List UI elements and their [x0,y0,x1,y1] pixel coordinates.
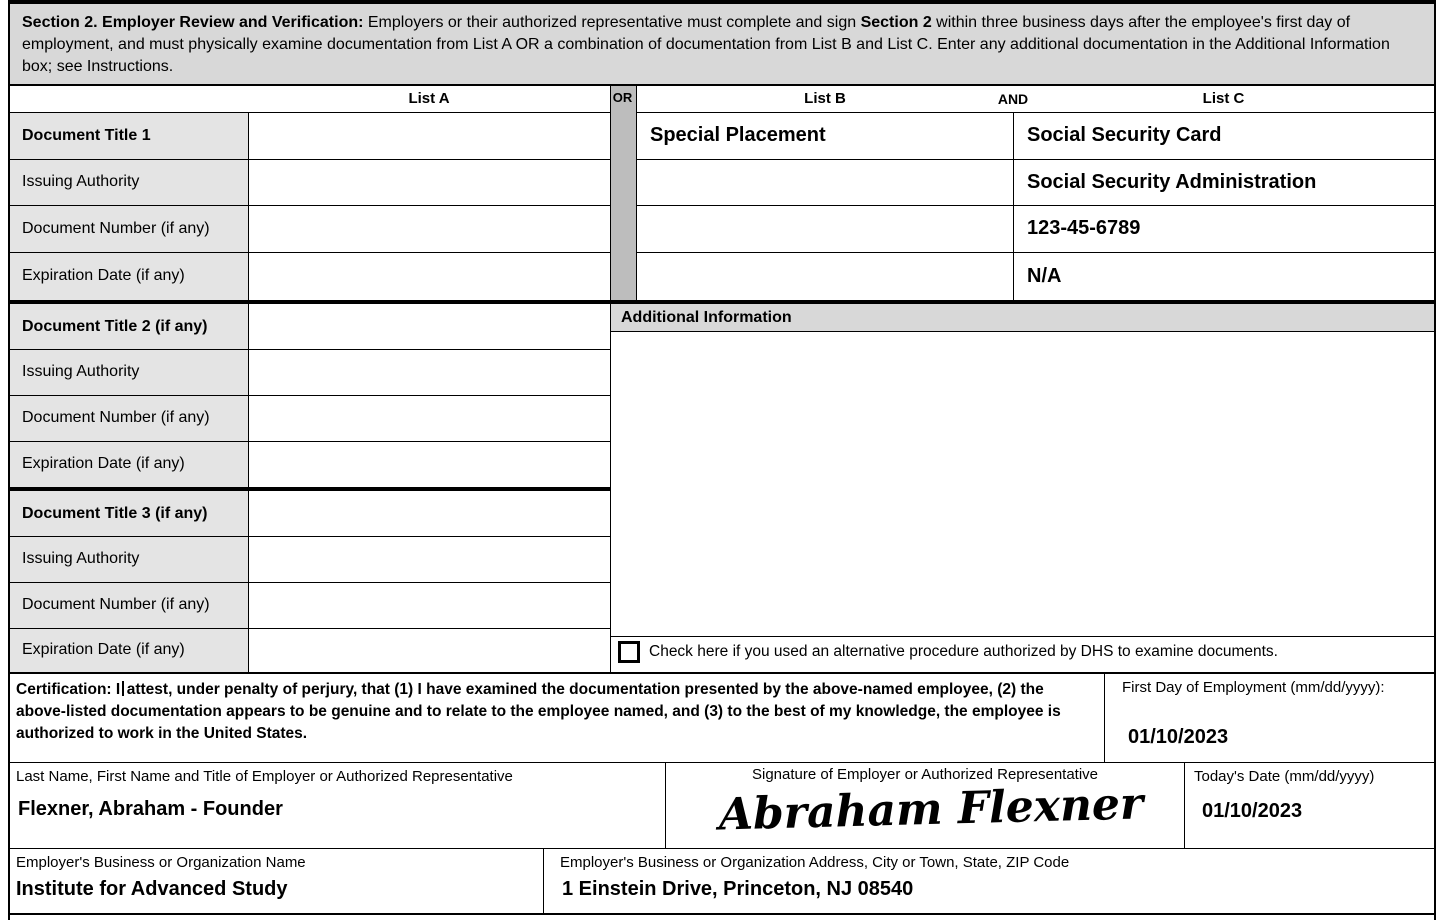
doc3-document-number-label: Document Number (if any) [10,582,248,628]
doc1-issuing-authority-label: Issuing Authority [10,159,248,205]
grid-line [8,252,610,253]
alt-procedure-checkbox-label: Check here if you used an alternative procedure authorized by DHS to examine documents. [649,643,1278,660]
list-b-issuing-authority-field[interactable] [637,159,1013,205]
doc2-document-number-label: Document Number (if any) [10,395,248,441]
doc3-title-field[interactable] [249,491,610,536]
doc3-expiration-date-field[interactable] [249,628,610,672]
grid-line [8,848,1436,849]
or-strip [611,86,636,300]
doc2-document-number-field[interactable] [249,395,610,441]
grid-line [636,86,637,300]
or-label: OR [612,90,633,105]
grid-line [8,112,610,113]
text-cursor [122,681,124,696]
employer-name-label: Last Name, First Name and Title of Employer or Authorized Representative [16,768,513,785]
grid-line [8,395,610,396]
section2-header-body-2: within three business days after the employee's first day of employment, and must physically examine documentation from List A OR a combination of documentation from List B and List C. Enter any additional documentation in the Additional Information box; see Instructions. [22,14,1390,75]
signature-label: Signature of Employer or Authorized Representative [751,766,1099,783]
first-day-of-employment-label: First Day of Employment (mm/dd/yyyy): [1122,679,1385,696]
doc3-title-label: Document Title 3 (if any) [10,491,248,536]
doc1-title-field[interactable] [249,112,610,159]
employer-name-field[interactable]: Flexner, Abraham - Founder [18,798,283,820]
grid-line [636,252,1434,253]
signature-field[interactable]: Abraham Flexner [718,777,1144,841]
doc2-issuing-authority-field[interactable] [249,349,610,395]
certification-text [16,679,1096,745]
doc1-document-number-label: Document Number (if any) [10,205,248,252]
grid-line [8,441,610,442]
doc1-title-label: Document Title 1 [10,112,248,159]
grid-line [8,628,610,629]
grid-line [665,762,666,848]
doc1-issuing-authority-field[interactable] [249,159,610,205]
doc3-issuing-authority-label: Issuing Authority [10,536,248,582]
grid-line [1434,0,1436,920]
grid-line [8,913,1436,915]
business-name-label: Employer's Business or Organization Name [16,854,306,871]
grid-line [8,582,610,583]
grid-line [636,205,1434,206]
todays-date-label: Today's Date (mm/dd/yyyy) [1194,768,1375,785]
alt-procedure-checkbox[interactable] [618,641,640,663]
doc1-expiration-date-label: Expiration Date (if any) [10,252,248,300]
grid-line [8,0,1436,4]
section2-header-body-1: Employers or their authorized representative must complete and sign [363,14,861,31]
doc2-title-field[interactable] [249,304,610,349]
grid-line [8,762,1436,763]
list-b-expiration-date-field[interactable] [637,252,1013,300]
doc2-title-label: Document Title 2 (if any) [10,304,248,349]
doc3-document-number-field[interactable] [249,582,610,628]
doc1-expiration-date-field[interactable] [249,252,610,300]
additional-information-field[interactable] [611,332,1434,636]
grid-line [8,536,610,537]
grid-line [636,112,1434,113]
business-address-field[interactable]: 1 Einstein Drive, Princeton, NJ 08540 [562,878,914,900]
doc2-expiration-date-label: Expiration Date (if any) [10,441,248,487]
grid-line [1184,762,1185,848]
list-c-expiration-date-field[interactable]: N/A [1027,264,1062,287]
grid-line [1104,672,1105,762]
doc3-expiration-date-label: Expiration Date (if any) [10,628,248,672]
grid-line [1013,112,1014,301]
grid-line [248,112,249,672]
business-name-field[interactable]: Institute for Advanced Study [16,878,288,900]
section2-header-title: Section 2. Employer Review and Verification: [22,14,364,31]
list-c-document-number-field[interactable]: 123-45-6789 [1027,217,1141,239]
grid-line [8,300,1436,304]
grid-line [610,636,1434,637]
grid-line [636,159,1434,160]
grid-line [8,0,10,920]
business-address-label: Employer's Business or Organization Address, City or Town, State, ZIP Code [560,854,1070,871]
grid-line [8,672,1436,674]
first-day-of-employment-field[interactable]: 01/10/2023 [1128,726,1229,748]
list-b-header: List B [804,90,846,107]
and-label: AND [997,90,1029,107]
grid-line [8,349,610,350]
grid-line [8,159,610,160]
list-c-header: List C [1202,90,1245,107]
certification-label: Certification: [16,681,112,698]
doc3-issuing-authority-field[interactable] [249,536,610,582]
grid-line [610,331,1434,332]
grid-line [8,205,610,206]
list-c-document-title-field[interactable]: Social Security Card [1027,124,1222,146]
list-c-issuing-authority-field[interactable]: Social Security Administration [1027,170,1317,193]
certification-text-after-cursor: attest, under penalty of perjury, that (1) I have examined the documentation presented by the above-named employee, (2) the above-listed documentation appears to be genuine and to relate to the employee named, and (3) to the best of my knowledge, the employee is authorized to work in the United States. [16,681,1061,742]
grid-line [8,84,1436,86]
list-b-document-number-field[interactable] [637,205,1013,252]
grid-line [8,487,611,491]
doc2-issuing-authority-label: Issuing Authority [10,349,248,395]
doc1-document-number-field[interactable] [249,205,610,252]
list-a-header: List A [408,90,450,107]
todays-date-field[interactable]: 01/10/2023 [1202,800,1303,822]
additional-information-header: Additional Information [611,304,1434,331]
section2-header [10,4,1434,84]
doc2-expiration-date-field[interactable] [249,441,610,487]
certification-text-before-cursor: I [111,681,121,698]
list-b-document-title-field[interactable]: Special Placement [650,124,826,146]
grid-line [543,848,544,913]
grid-line [610,86,611,672]
section2-header-bold-inline: Section 2 [860,14,932,31]
